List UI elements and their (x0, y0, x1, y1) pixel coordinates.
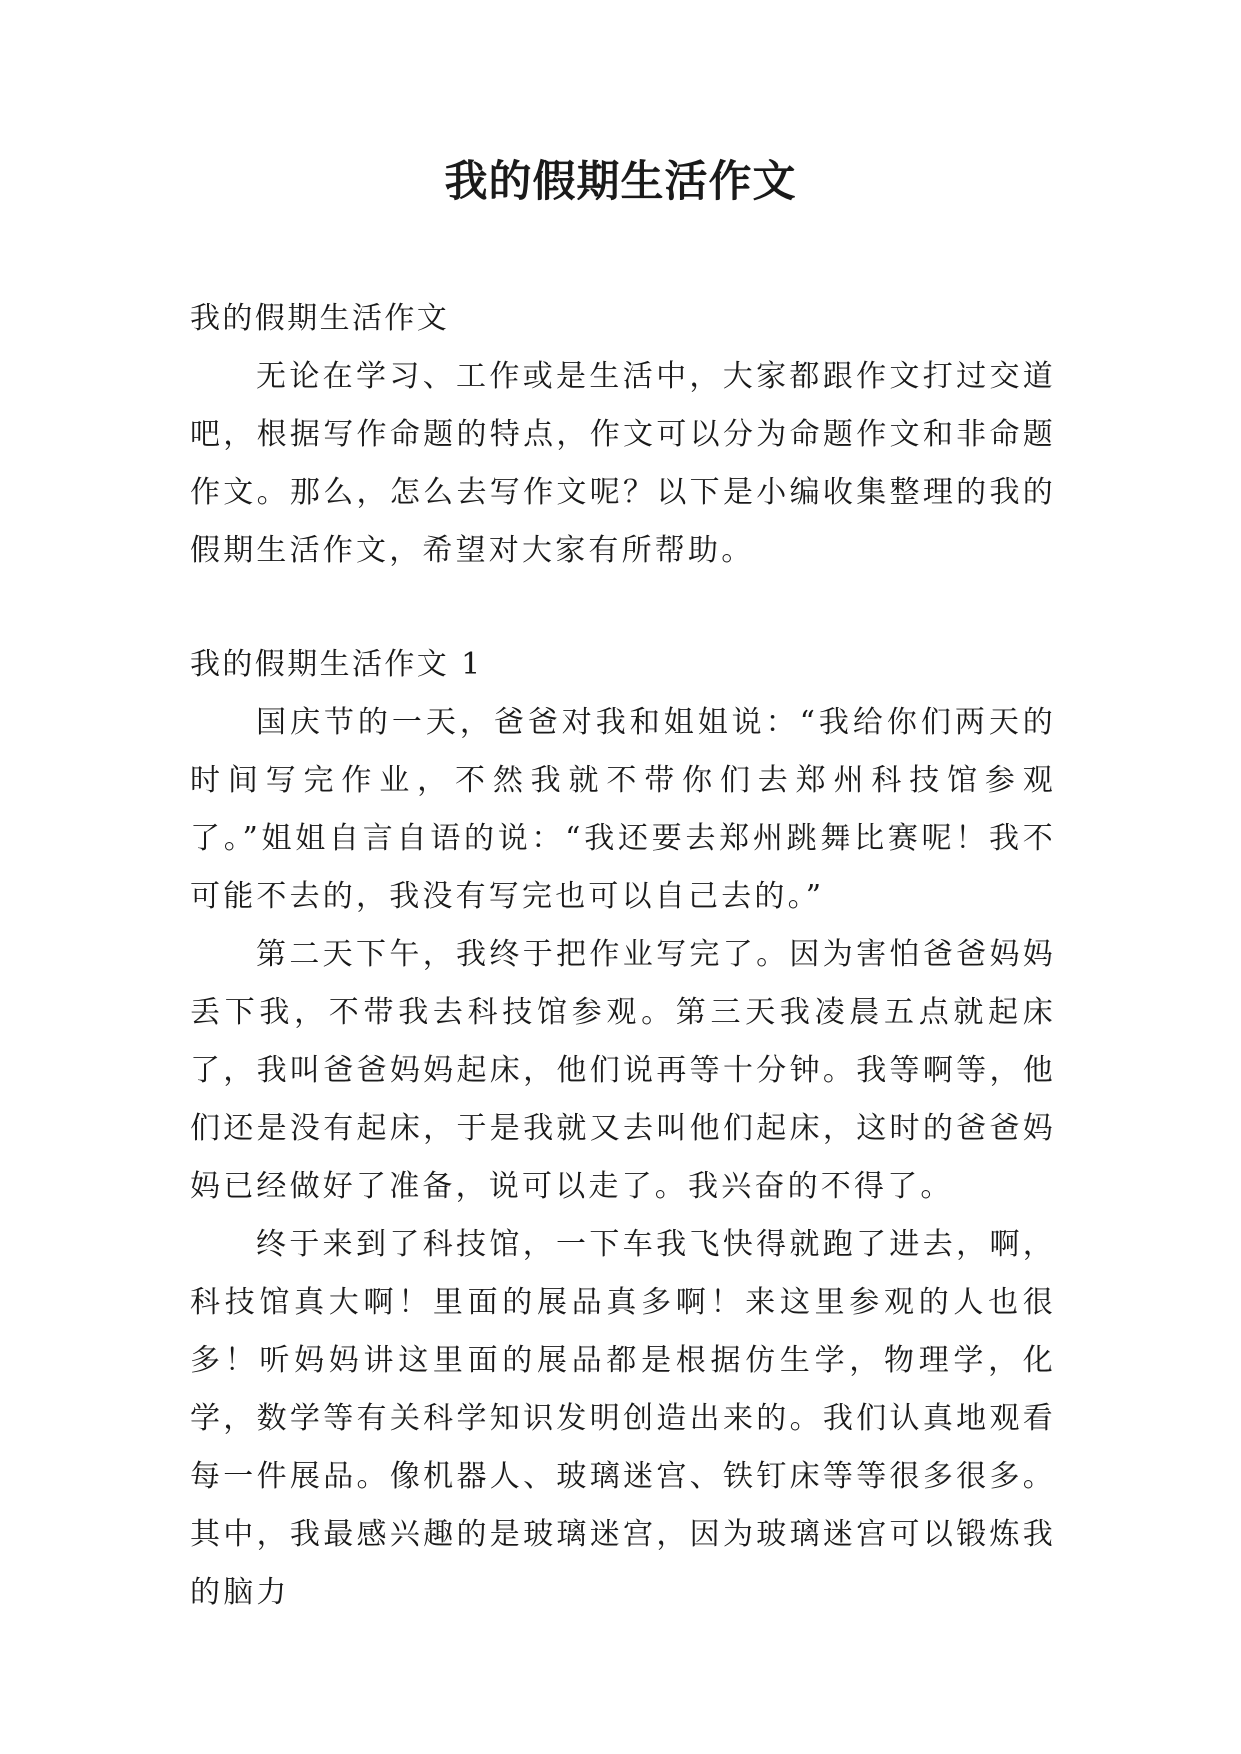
document-body (190, 290, 1056, 1622)
essay-paragraph-2: 第二天下午，我终于把作业写完了。因为害怕爸爸妈妈丢下我，不带我去科技馆参观。第三天我凌晨五点就起床了，我叫爸爸妈妈起床，他们说再等十分钟。我等啊等，他们还是没有起床，于是我就又去叫他们起床，这时的爸爸妈妈已经做好了准备，说可以走了。我兴奋的不得了。 (190, 937, 1056, 1204)
intro-paragraph: 无论在学习、工作或是生活中，大家都跟作文打过交道吧，根据写作命题的特点，作文可以分为命题作文和非命题作文。那么，怎么去写作文呢？以下是小编收集整理的我的假期生活作文，希望对大家有所帮助。 (190, 359, 1056, 568)
essay-paragraph-3: 终于来到了科技馆，一下车我飞快得就跑了进去，啊，科技馆真大啊！里面的展品真多啊！来这里参观的人也很多！听妈妈讲这里面的展品都是根据仿生学，物理学，化学，数学等有关科学知识发明创造出来的。我们认真地观看每一件展品。像机器人、玻璃迷宫、铁钉床等等很多很多。其中，我最感兴趣的是玻璃迷宫，因为玻璃迷宫可以锻炼我的脑力 (190, 1227, 1056, 1610)
essay-paragraph-1: 国庆节的一天，爸爸对我和姐姐说：“我给你们两天的时间写完作业，不然我就不带你们去郑州科技馆参观了。”姐姐自言自语的说：“我还要去郑州跳舞比赛呢！我不可能不去的，我没有写完也可以自己去的。” (190, 705, 1056, 914)
document-title: 我的假期生活作文 (444, 157, 797, 207)
essay-heading: 我的假期生活作文 1 (190, 647, 483, 682)
section-gap (190, 580, 1056, 636)
section-heading: 我的假期生活作文 (190, 301, 450, 336)
